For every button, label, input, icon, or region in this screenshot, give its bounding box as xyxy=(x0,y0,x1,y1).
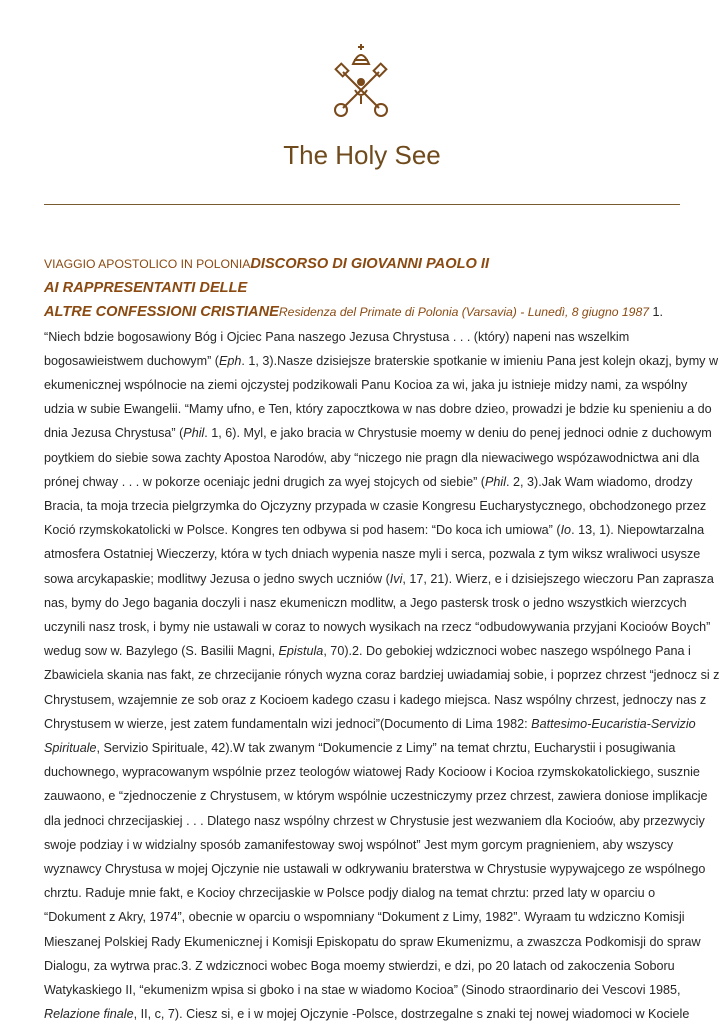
text-segment: bogosawieistwem duchowym” ( xyxy=(44,353,219,368)
text-line xyxy=(44,494,707,518)
speech-title-line-1: DISCORSO DI GIOVANNI PAOLO II xyxy=(250,256,489,272)
text-line xyxy=(44,712,696,736)
paragraph-number: 1. xyxy=(649,305,664,320)
text-segment: ekumenicznej wspólnocie na ziemi ojczystej podzikowali Panu Kocioa za wi, jaka ju istnieje midzy nami, za wspólny xyxy=(44,378,688,393)
text-line xyxy=(44,446,700,470)
text-segment: chrztu. Raduje mnie fakt, e Kocioy chrzecijaskie w Polsce podjy dialog na temat chrztu: przed laty w oparciu o xyxy=(44,886,656,901)
text-segment: . 2, 3).Jak Wam wiadomo, drodzy xyxy=(506,474,693,489)
speech-subtitle: Residenza del Primate di Polonia (Varsavia) - Lunedì, 8 giugno 1987 xyxy=(278,305,650,320)
text-segment: swoje podziay i w widzialny sposób zamanifestoway swoj wspólnot” Jest mym gorcym pragnieniem, aby wszyscy xyxy=(44,837,674,852)
text-line xyxy=(44,736,684,760)
text-segment: wedug sow w. Bazylego (S. Basilii Magni, xyxy=(44,644,279,659)
text-segment: , 70).2. Do gebokiej wdzicznoci wobec naszego wspólnego Pana i xyxy=(323,644,691,659)
papal-coat-of-arms-icon xyxy=(325,42,397,122)
text-segment: Bracia, ta moja trzecia pielgrzymka do Ojczyzny przypada w czasie Kongresu Eucharystycznego, obchodzonego przez xyxy=(44,499,707,514)
text-line xyxy=(44,421,712,445)
text-line xyxy=(44,615,711,639)
text-line xyxy=(44,349,719,373)
heading-block xyxy=(44,252,684,325)
citation-italic: Eph xyxy=(218,353,242,368)
speech-title-line-3: ALTRE CONFESSIONI CRISTIANE xyxy=(44,304,279,321)
text-line xyxy=(44,1002,690,1026)
text-segment: . 1, 3).Nasze dzisiejsze braterskie spotkanie w imieniu Pana jest kolejn okazj, bymy w xyxy=(241,353,719,368)
text-segment: Chrystusem, wzajemnie ze sob oraz z Kocioem kadego czasu i kadego miejsca. Nasz wspólny chrzest, jednoczy nas z xyxy=(44,692,707,707)
text-line xyxy=(44,905,684,929)
text-segment: Watykaskiego II, “ekumenizm wpisa si gboko i na stae w wiadomo Kocioa” (Sinodo straordinario dei Vescovi 1985, xyxy=(44,983,681,998)
text-segment: Chrystusem w wierze, jest zatem fundamentaln wizi jednoci”(Documento di Lima 1982: xyxy=(44,716,532,731)
text-line xyxy=(44,784,708,808)
text-segment: wyznawcy Chrystusa w mojej Ojczynie nie ustawali w odkrywaniu braterstwa w Chrystusie wypywajcego ze wspólnego xyxy=(44,862,706,877)
header-divider xyxy=(44,204,680,205)
text-line xyxy=(44,688,707,712)
text-line xyxy=(44,930,701,954)
text-line xyxy=(44,663,720,687)
citation-italic: Phil xyxy=(183,426,205,441)
text-segment: nas, bymy do Jego bagania doczyli i nasz ekumeniczn modlitw, a Jego pastersk trosk o jedno wszystkich wierzcych xyxy=(44,595,687,610)
text-segment: . 1, 6). Myl, e jako bracia w Chrystusie moemy w deniu do penej jednoci odnie z duchowym xyxy=(204,426,712,441)
text-segment: uczynili nasz trosk, i bymy nie ustawali w coraz to nowych wysikach na rzecz “odbudowywania przyjani Kocioów Boych” xyxy=(44,620,711,635)
text-segment: atmosfera Ostatniej Wieczerzy, która w tych dniach wypenia nasze myli i serca, pozwala z tym wiksz wraliwoci usysze xyxy=(44,547,701,562)
citation-italic: Ivi xyxy=(389,571,403,586)
text-segment: , Servizio Spirituale, 42).W tak zwanym “Dokumencie z Limy” na temat chrztu, Eucharystii i posugiwania xyxy=(96,741,676,756)
text-segment: Zbawiciela skania nas fakt, ze chrzecijanie rónych wyzna coraz bardziej uwiadamiaj sobie, i poprzez chrzest “jednocz si z xyxy=(44,668,720,683)
text-segment: , 17, 21). Wierz, e i dzisiejszego wieczoru Pan zaprasza xyxy=(402,571,714,586)
text-segment: sowa arcykapaskie; modlitwy Jezusa o jedno swych uczniów ( xyxy=(44,571,390,586)
text-segment: zauwaono, e “zjednoczenie z Chrystusem, w którym wspólnie uczestniczymy przez chrzest, zawiera doniose implikacje xyxy=(44,789,708,804)
citation-italic: Phil xyxy=(485,474,506,489)
text-line xyxy=(44,639,691,663)
speech-title-line-2: AI RAPPRESENTANTI DELLE xyxy=(44,280,248,297)
text-segment: Koció rzymskokatolicki w Polsce. Kongres ten odbywa si pod hasem: “Do koca ich umiowa” ( xyxy=(44,523,561,538)
text-line xyxy=(44,470,693,494)
text-segment: dla jednoci chrzecijaskiej . . . Dlatego nasz wspólny chrzest w Chrystusie jest wezwaniem dla Kocioów, aby przezwyciy xyxy=(44,813,705,828)
text-line xyxy=(44,325,684,349)
text-segment: prónej chway . . . w pokorze oceniajc jedni drugich za wyej stojcych od siebie” ( xyxy=(44,474,485,489)
text-line xyxy=(44,542,701,566)
site-title[interactable]: The Holy See xyxy=(283,140,441,170)
text-segment: udzia w subie Ewangelii. “Mamy ufno, e Ten, który zapocztkowa w nas dobre dzieo, prowadzi je bdzie ku spenieniu a do xyxy=(44,402,712,417)
text-segment: duchownego, wypracowanym wspólnie przez teologów wiatowej Rady Kocioow i Kocioa rzymskokatolickiego, susznie xyxy=(44,765,700,780)
text-line xyxy=(44,518,705,542)
text-segment: “Niech bdzie bogosawiony Bóg i Ojciec Pana naszego Jezusa Chrystusa . . . (który) napeni nas wszelkim xyxy=(44,329,630,344)
text-line xyxy=(44,978,684,1002)
text-line xyxy=(44,809,705,833)
text-segment: Mieszanej Polskiej Rady Ekumenicznej i Komisji Episkopatu do spraw Ekumenizmu, a zwaszcza Podkomisji do spraw xyxy=(44,934,701,949)
citation-italic: Epistula xyxy=(278,644,324,659)
trip-kicker: VIAGGIO APOSTOLICO IN POLONIA xyxy=(44,257,251,271)
citation-italic: Spirituale xyxy=(44,741,97,756)
document-body xyxy=(44,252,720,1027)
site-header xyxy=(0,0,724,210)
citation-italic: Battesimo-Eucaristia-Servizio xyxy=(531,716,696,731)
text-segment: “Dokument z Akry, 1974”, obecnie w oparciu o wspomniany “Dokument z Limy, 1982”. Wyraam tu wdziczno Komisji xyxy=(44,910,685,925)
text-segment: Dialogu, za wytrwa prac.3. Z wdzicznoci wobec Boga moemy stwierdzi, e dzi, po 20 latach od zakoczenia Soboru xyxy=(44,958,675,973)
text-segment: , II, c, 7). Ciesz si, e i w mojej Ojczynie -Polsce, dostrzegalne s znaki tej nowej wiadomoci w Kociele xyxy=(133,1007,690,1022)
text-line xyxy=(44,760,700,784)
speech-text xyxy=(44,325,720,1027)
text-line xyxy=(44,881,684,905)
text-line xyxy=(44,857,706,881)
text-line xyxy=(44,833,684,857)
text-line xyxy=(44,373,688,397)
text-segment: . 13, 1). Niepowtarzalna xyxy=(571,523,705,538)
text-line xyxy=(44,591,687,615)
text-line xyxy=(44,954,684,978)
text-segment: poytkiem do siebie sowa zachty Apostoa Narodów, aby “niczego nie pragn dla niewaciwego wspózawodnictwa ani dla xyxy=(44,450,700,465)
text-segment: dnia Jezusa Chrystusa” ( xyxy=(44,426,184,441)
text-line xyxy=(44,567,714,591)
citation-italic: Relazione finale xyxy=(44,1007,134,1022)
text-line xyxy=(44,397,712,421)
citation-italic: Io xyxy=(560,523,572,538)
